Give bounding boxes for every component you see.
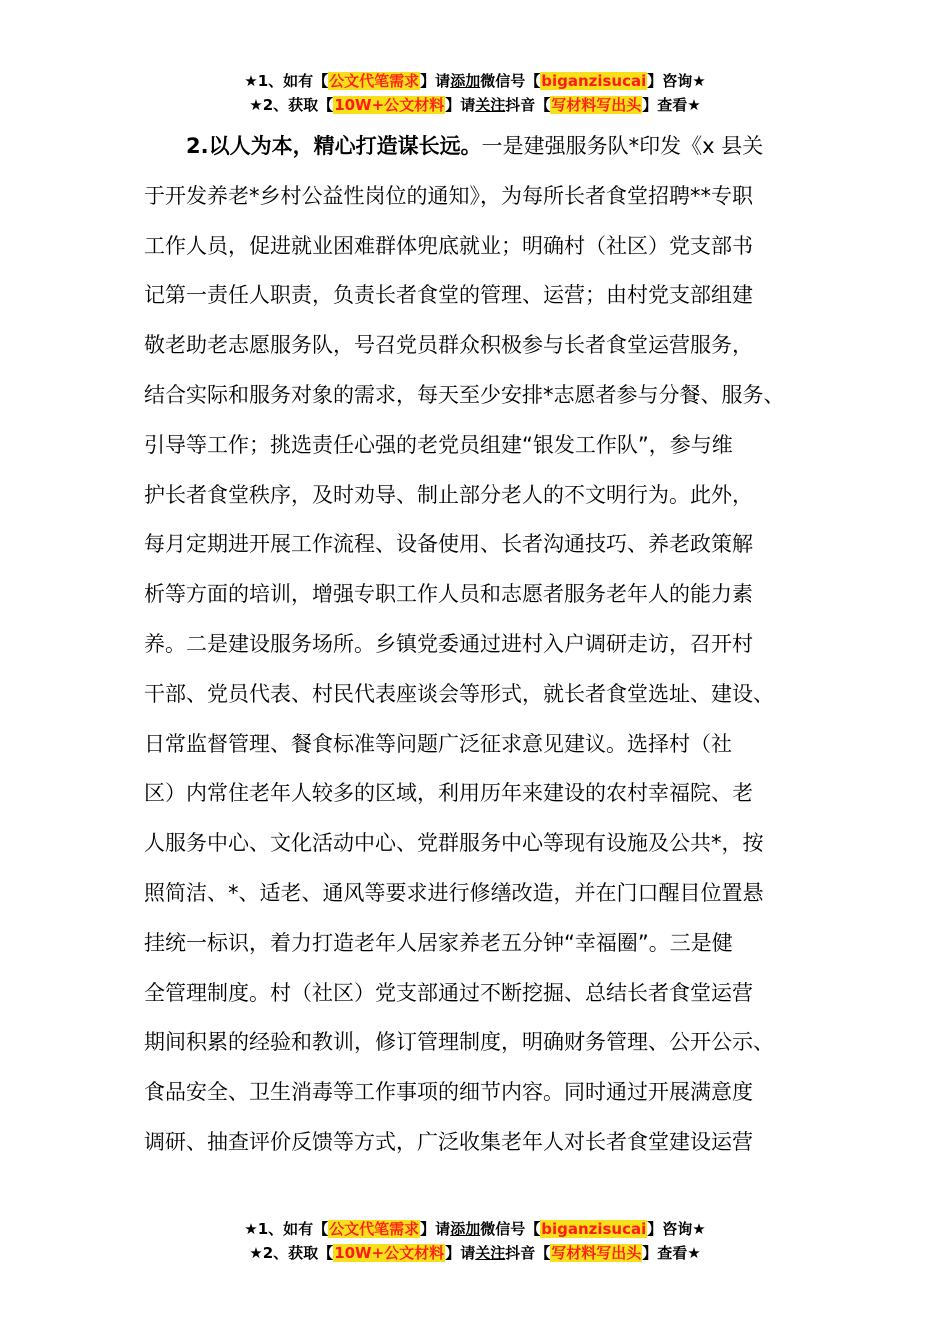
banner-line-2 [0,1241,950,1265]
banner-text: ★2、获取【 [249,1244,334,1262]
paragraph-line: 干部、党员代表、村民代表座谈会等形式，就长者食堂选址、建设、 [144,681,774,706]
paragraph-line: 记第一责任人职责，负责长者食堂的管理、运营；由村党支部组建 [144,283,753,308]
banner-text: 】请 [445,1244,476,1262]
banner-text: 抖音【 [505,1244,551,1262]
banner-line-2 [0,93,950,117]
banner-highlight: biganzisucai [541,1220,647,1238]
document-paragraph [144,122,824,1168]
paragraph-line: 敬老助老志愿服务队，号召党员群众积极参与长者食堂运营服务， [144,333,753,358]
paragraph-line: 养。二是建设服务场所。乡镇党委通过进村入户调研走访，召开村 [144,631,753,656]
paragraph-line: 日常监督管理、餐食标准等问题广泛征求意见建议。选择村（社 [144,731,732,756]
banner-text: 抖音【 [505,96,551,114]
banner-highlight: biganzisucai [541,72,647,90]
banner-text: ★1、如有【 [244,72,329,90]
banner-text: 】咨询★ [647,72,706,90]
paragraph-line: 期间积累的经验和教训，修订管理制度，明确财务管理、公开公示、 [144,1030,774,1055]
paragraph-line: 结合实际和服务对象的需求，每天至少安排*志愿者参与分餐、服务、 [144,382,785,407]
paragraph-line: 调研、抽查评价反馈等方式，广泛收集老年人对长者食堂建设运营 [144,1129,753,1154]
banner-highlight: 公文代笔需求 [329,1220,420,1238]
banner-underlined-text: 关注 [475,1244,506,1262]
paragraph-first-line [186,122,824,172]
banner-highlight: 10W+公文材料 [334,96,445,114]
banner-text: 】请 [420,72,451,90]
banner-text: 】请 [420,1220,451,1238]
banner-underlined-text: 添加 [450,72,481,90]
banner-line-1 [0,69,950,93]
paragraph-line: 食品安全、卫生消毒等工作事项的细节内容。同时通过开展满意度 [144,1080,753,1105]
paragraph-line: 区）内常住老年人较多的区域，利用历年来建设的农村幸福院、老 [144,781,753,806]
paragraph-line: 引导等工作；挑选责任心强的老党员组建“银发工作队”，参与维 [144,432,733,457]
banner-underlined-text: 关注 [475,96,506,114]
banner-highlight: 公文代笔需求 [329,72,420,90]
paragraph-line: 护长者食堂秩序，及时劝导、制止部分老人的不文明行为。此外， [144,482,753,507]
banner-highlight: 10W+公文材料 [334,1244,445,1262]
banner-highlight: 写材料写出头 [551,1244,642,1262]
paragraph-line: 每月定期进开展工作流程、设备使用、长者沟通技巧、养老政策解 [144,532,753,557]
banner-line-1 [0,1217,950,1241]
paragraph-text: 一是建强服务队*印发《x 县关 [481,134,764,158]
paragraph-line: 全管理制度。村（社区）党支部通过不断挖掘、总结长者食堂运营 [144,980,753,1005]
paragraph-line: 挂统一标识，着力打造老年人居家养老五分钟“幸福圈”。三是健 [144,930,733,955]
header-banner [0,69,950,117]
banner-text: ★2、获取【 [249,96,334,114]
banner-text: 微信号【 [480,72,541,90]
paragraph-line: 照简洁、*、适老、通风等要求进行修缮改造，并在门口醒目位置悬 [144,880,764,905]
banner-text: 】查看★ [642,1244,701,1262]
paragraph-line: 工作人员，促进就业困难群体兜底就业；明确村（社区）党支部书 [144,233,753,258]
paragraph-line: 析等方面的培训，增强专职工作人员和志愿者服务老年人的能力素 [144,582,753,607]
banner-text: ★1、如有【 [244,1220,329,1238]
banner-text: 】查看★ [642,96,701,114]
paragraph-lead-heading: 2.以人为本，精心打造谋长远。 [186,134,482,158]
banner-text: 】请 [445,96,476,114]
banner-underlined-text: 添加 [450,1220,481,1238]
paragraph-line: 于开发养老*乡村公益性岗位的通知》，为每所长者食堂招聘**专职 [144,183,753,208]
banner-text: 微信号【 [480,1220,541,1238]
footer-banner [0,1217,950,1265]
paragraph-line: 人服务中心、文化活动中心、党群服务中心等现有设施及公共*，按 [144,831,764,856]
banner-text: 】咨询★ [647,1220,706,1238]
banner-highlight: 写材料写出头 [551,96,642,114]
